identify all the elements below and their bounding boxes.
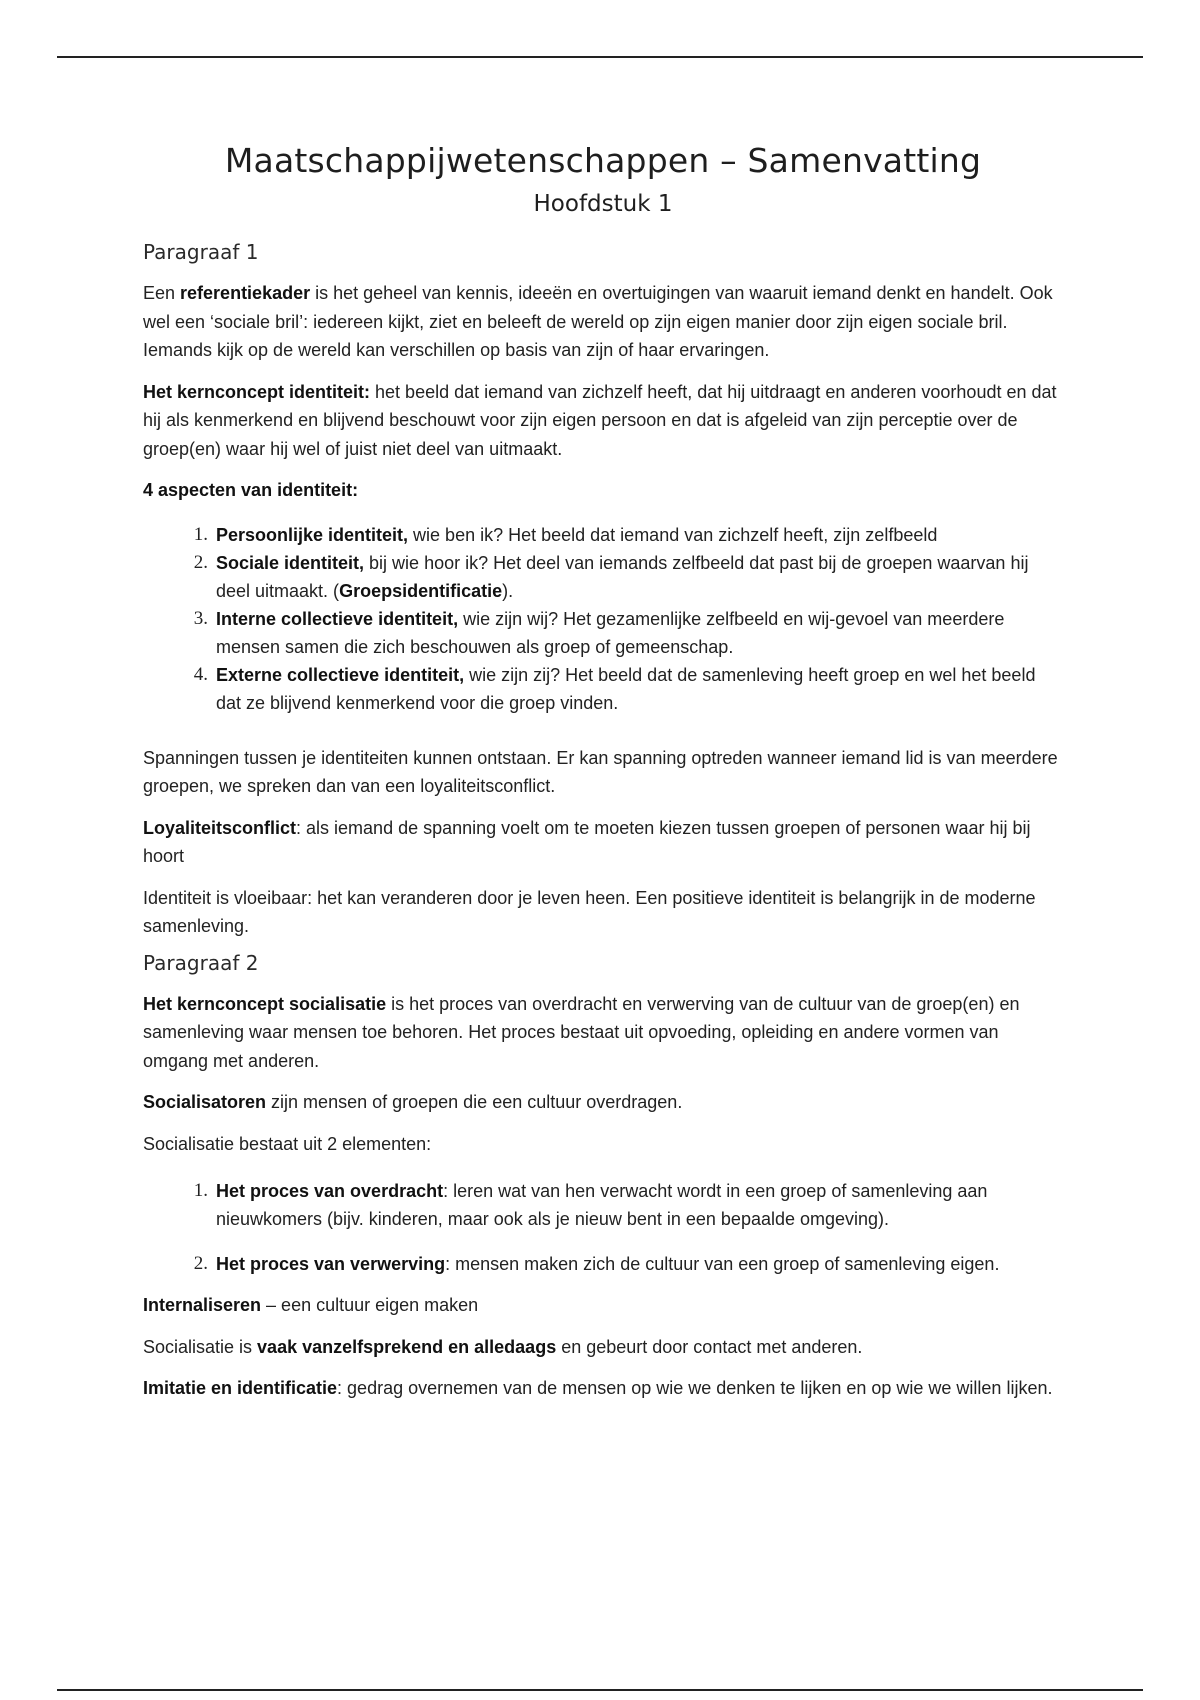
list-item: 3. Interne collectieve identiteit, wie zijn wij? Het gezamenlijke zelfbeeld en wij-gevoel van meerdere mensen samen die zich beschouwen als groep of gemeenschap.	[193, 607, 1005, 657]
list-item: 2. Het proces van verwerving: mensen maken zich de cultuur van een groep of samenleving eigen.	[193, 1253, 1000, 1274]
chapter-subtitle: Hoofdstuk 1	[533, 191, 673, 217]
list-item: 2. Sociale identiteit, bij wie hoor ik? Het deel van iemands zelfbeeld dat past bij de groepen waarvan hij deel uitmaakt. (Groepsidentificatie).	[193, 551, 1029, 601]
paragraph-kernconcept-socialisatie: Het kernconcept socialisatie is het proces van overdracht en verwerving van de cultuur van de groep(en) en samenleving waar mensen toe behoren. Het proces bestaat uit opvoeding, opleiding en andere vormen van omgang met anderen.	[143, 993, 1020, 1071]
identity-aspects-list	[143, 521, 1063, 717]
paragraph-identiteit-vloeibaar: Identiteit is vloeibaar: het kan veranderen door je leven heen. Een positieve identiteit is belangrijk in de moderne samenleving.	[143, 887, 1036, 936]
paragraph-socialisatie-elementen: Socialisatie bestaat uit 2 elementen:	[143, 1133, 432, 1154]
paragraph-kernconcept-identiteit: Het kernconcept identiteit: het beeld dat iemand van zichzelf heeft, dat hij uitdraagt en anderen voorhoudt en dat hij als kenmerkend en blijvend beschouwt voor zijn eigen persoon en dat is afgeleid van zijn perceptie over de groep(en) waar hij wel of juist niet deel van uitmaakt.	[143, 381, 1057, 459]
paragraph-socialisatie-alledaags: Socialisatie is vaak vanzelfsprekend en alledaags en gebeurt door contact met anderen.	[143, 1336, 863, 1357]
paragraph-socialisatoren: Socialisatoren zijn mensen of groepen die een cultuur overdragen.	[143, 1092, 683, 1112]
paragraph-loyaliteitsconflict: Loyaliteitsconflict: als iemand de spanning voelt om te moeten kiezen tussen groepen of personen waar hij bij hoort	[143, 817, 1031, 866]
header-rule	[57, 56, 1143, 58]
paragraph-referentiekader: Een referentiekader is het geheel van kennis, ideeën en overtuigingen van waaruit iemand denkt en handelt. Ook wel een ‘sociale bril’: iedereen kijkt, ziet en beleeft de wereld op zijn eigen manier door zijn eigen sociale bril. Iemands kijk op de wereld kan verschillen op basis van zijn of haar ervaringen.	[143, 283, 1053, 360]
footer-rule	[57, 1689, 1143, 1691]
document-title: Maatschappijwetenschappen – Samenvatting	[224, 141, 982, 180]
paragraph-aspecten-heading: 4 aspecten van identiteit:	[143, 480, 359, 500]
paragraph-spanningen: Spanningen tussen je identiteiten kunnen ontstaan. Er kan spanning optreden wanneer iemand lid is van meerdere groepen, we spreken dan van een loyaliteitsconflict.	[143, 747, 1058, 796]
list-item: 1. Het proces van overdracht: leren wat van hen verwacht wordt in een groep of samenleving aan nieuwkomers (bijv. kinderen, maar ook als je nieuw bent in een bepaalde omgeving).	[193, 1180, 988, 1229]
document-body	[143, 136, 1063, 1403]
paragraph-internaliseren: Internaliseren – een cultuur eigen maken	[143, 1295, 479, 1315]
section-heading-paragraaf-1: Paragraaf 1	[143, 240, 259, 264]
section-heading-paragraaf-2: Paragraaf 2	[143, 950, 259, 975]
list-item: 4. Externe collectieve identiteit, wie zijn zij? Het beeld dat de samenleving heeft groep en wel het beeld dat ze blijvend kenmerkend voor die groep vinden.	[193, 663, 1036, 713]
list-item: 1. Persoonlijke identiteit, wie ben ik? Het beeld dat iemand van zichzelf heeft, zijn zelfbeeld	[193, 523, 938, 545]
paragraph-imitatie-identificatie: Imitatie en identificatie: gedrag overnemen van de mensen op wie we denken te lijken en op wie we willen lijken.	[143, 1378, 1053, 1398]
socialisation-elements-list	[143, 1177, 1063, 1278]
